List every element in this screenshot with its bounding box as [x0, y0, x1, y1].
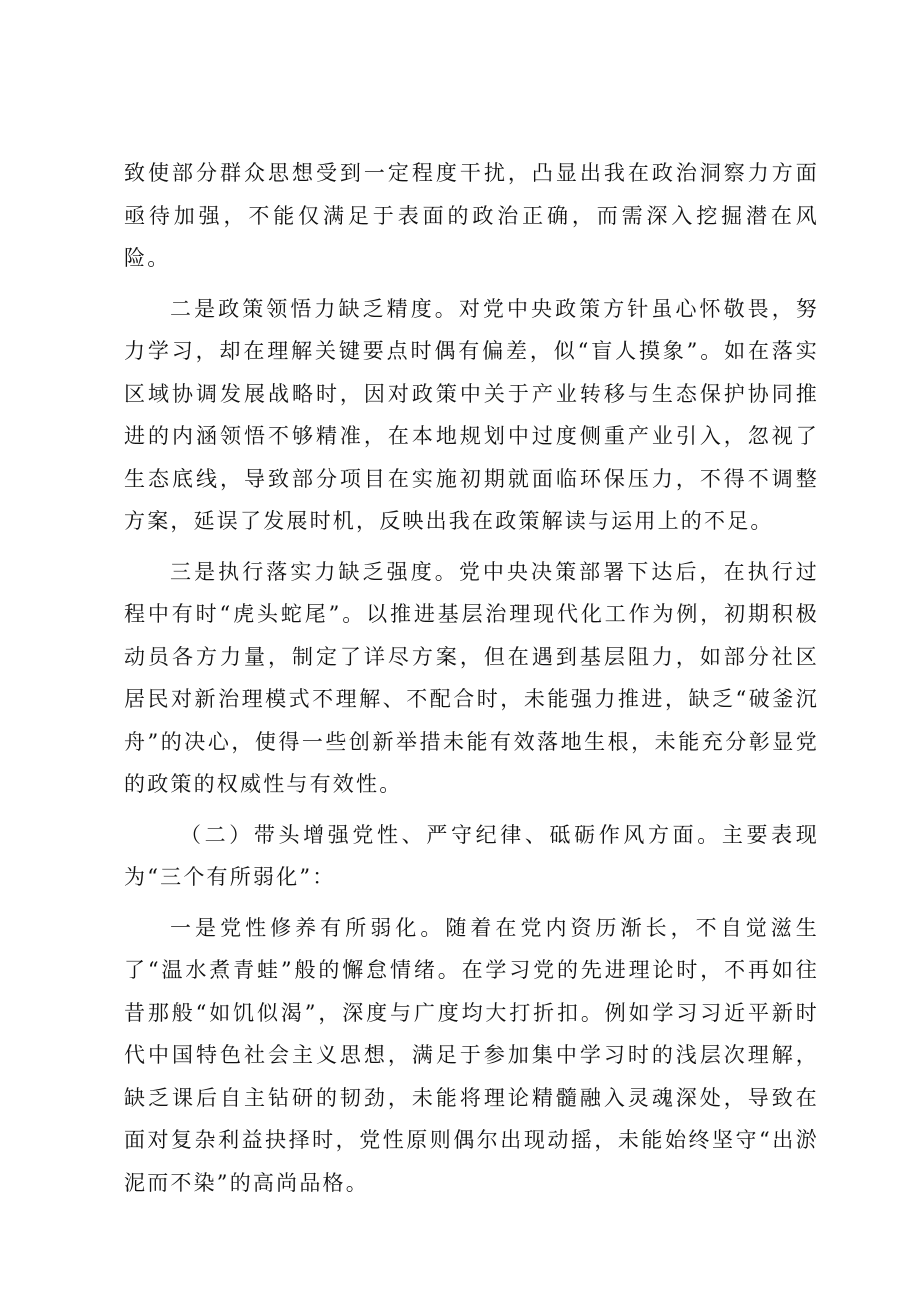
document-body: [124, 152, 819, 1212]
paragraph-party-cultivation: 一是党性修养有所弱化。随着在党内资历渐长，不自觉滋生了“温水煮青蛙”般的懈怠情绪。在学习党的先进理论时，不再如往昔那般“如饥似渴”，深度与广度均大打折扣。例如学习习近平新时代中国特色社会主义思想，满足于参加集中学习时的浅层次理解，缺乏课后自主钻研的韧劲，未能将理论精髓融入灵魂深处，导致在面对复杂利益抉择时，党性原则偶尔出现动摇，未能始终坚守“出淤泥而不染”的高尚品格。: [124, 915, 819, 1195]
paragraph-execution: 三是执行落实力缺乏强度。党中央决策部署下达后，在执行过程中有时“虎头蛇尾”。以推进基层治理现代化工作为例，初期积极动员各方力量，制定了详尽方案，但在遇到基层阻力，如部分社区居民对新治理模式不理解、不配合时，未能强力推进，缺乏“破釜沉舟”的决心，使得一些创新举措未能有效落地生根，未能充分彰显党的政策的权威性与有效性。: [124, 559, 819, 796]
paragraph-policy-understanding: 二是政策领悟力缺乏精度。对党中央政策方针虽心怀敬畏，努力学习，却在理解关键要点时偶有偏差，似“盲人摸象”。如在落实区域协调发展战略时，因对政策中关于产业转移与生态保护协同推进的内涵领悟不够精准，在本地规划中过度侧重产业引入，忽视了生态底线，导致部分项目在实施初期就面临环保压力，不得不调整方案，延误了发展时机，反映出我在政策解读与运用上的不足。: [124, 296, 819, 533]
section-heading-party-spirit: （二）带头增强党性、严守纪律、砥砺作风方面。主要表现为“三个有所弱化”：: [124, 822, 819, 889]
paragraph-continuation: 致使部分群众思想受到一定程度干扰，凸显出我在政治洞察力方面亟待加强，不能仅满足于表面的政治正确，而需深入挖掘潜在风险。: [124, 161, 819, 270]
